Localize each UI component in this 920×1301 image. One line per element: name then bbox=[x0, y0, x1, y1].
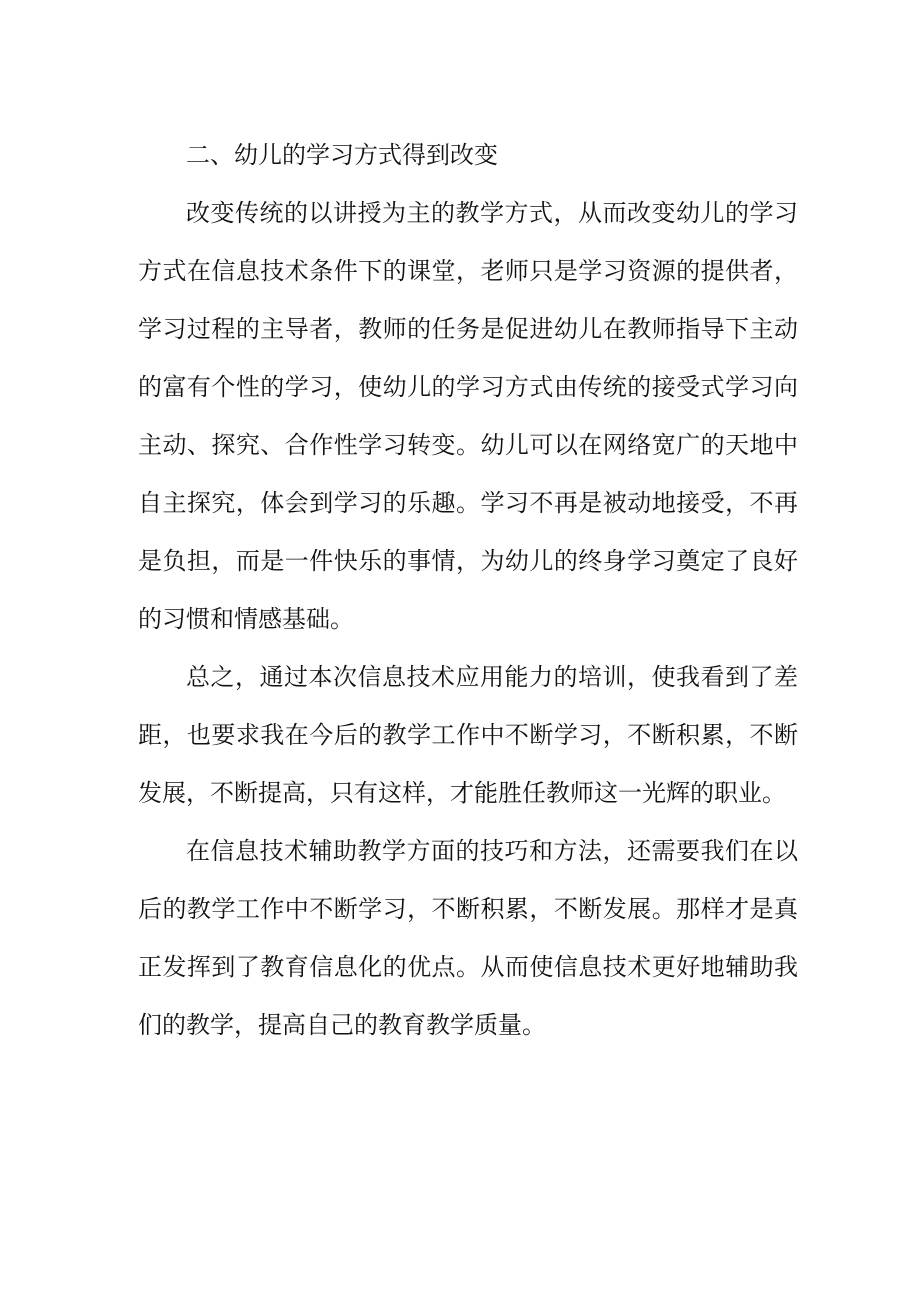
paragraph-conclusion: 总之，通过本次信息技术应用能力的培训，使我看到了差距，也要求我在今后的教学工作中不断学习，不断积累，不断发展，不断提高，只有这样，才能胜任教师这一光辉的职业。 bbox=[138, 663, 798, 807]
paragraph-learning-change: 改变传统的以讲授为主的教学方式，从而改变幼儿的学习方式在信息技术条件下的课堂，老师只是学习资源的提供者，学习过程的主导者，教师的任务是促进幼儿在教师指导下主动的富有个性的学习，使幼儿的学习方式由传统的接受式学习向主动、探究、合作性学习转变。幼儿可以在网络宽广的天地中自主探究，体会到学习的乐趣。学习不再是被动地接受，不再是负担，而是一件快乐的事情，为幼儿的终身学习奠定了良好的习惯和情感基础。 bbox=[138, 199, 798, 633]
document-body bbox=[138, 126, 798, 1054]
section-heading: 二、幼儿的学习方式得到改变 bbox=[186, 141, 498, 169]
paragraph-future: 在信息技术辅助教学方面的技巧和方法，还需要我们在以后的教学工作中不断学习，不断积累，不断发展。那样才是真正发挥到了教育信息化的优点。从而使信息技术更好地辅助我们的教学，提高自己的教育教学质量。 bbox=[138, 837, 798, 1039]
